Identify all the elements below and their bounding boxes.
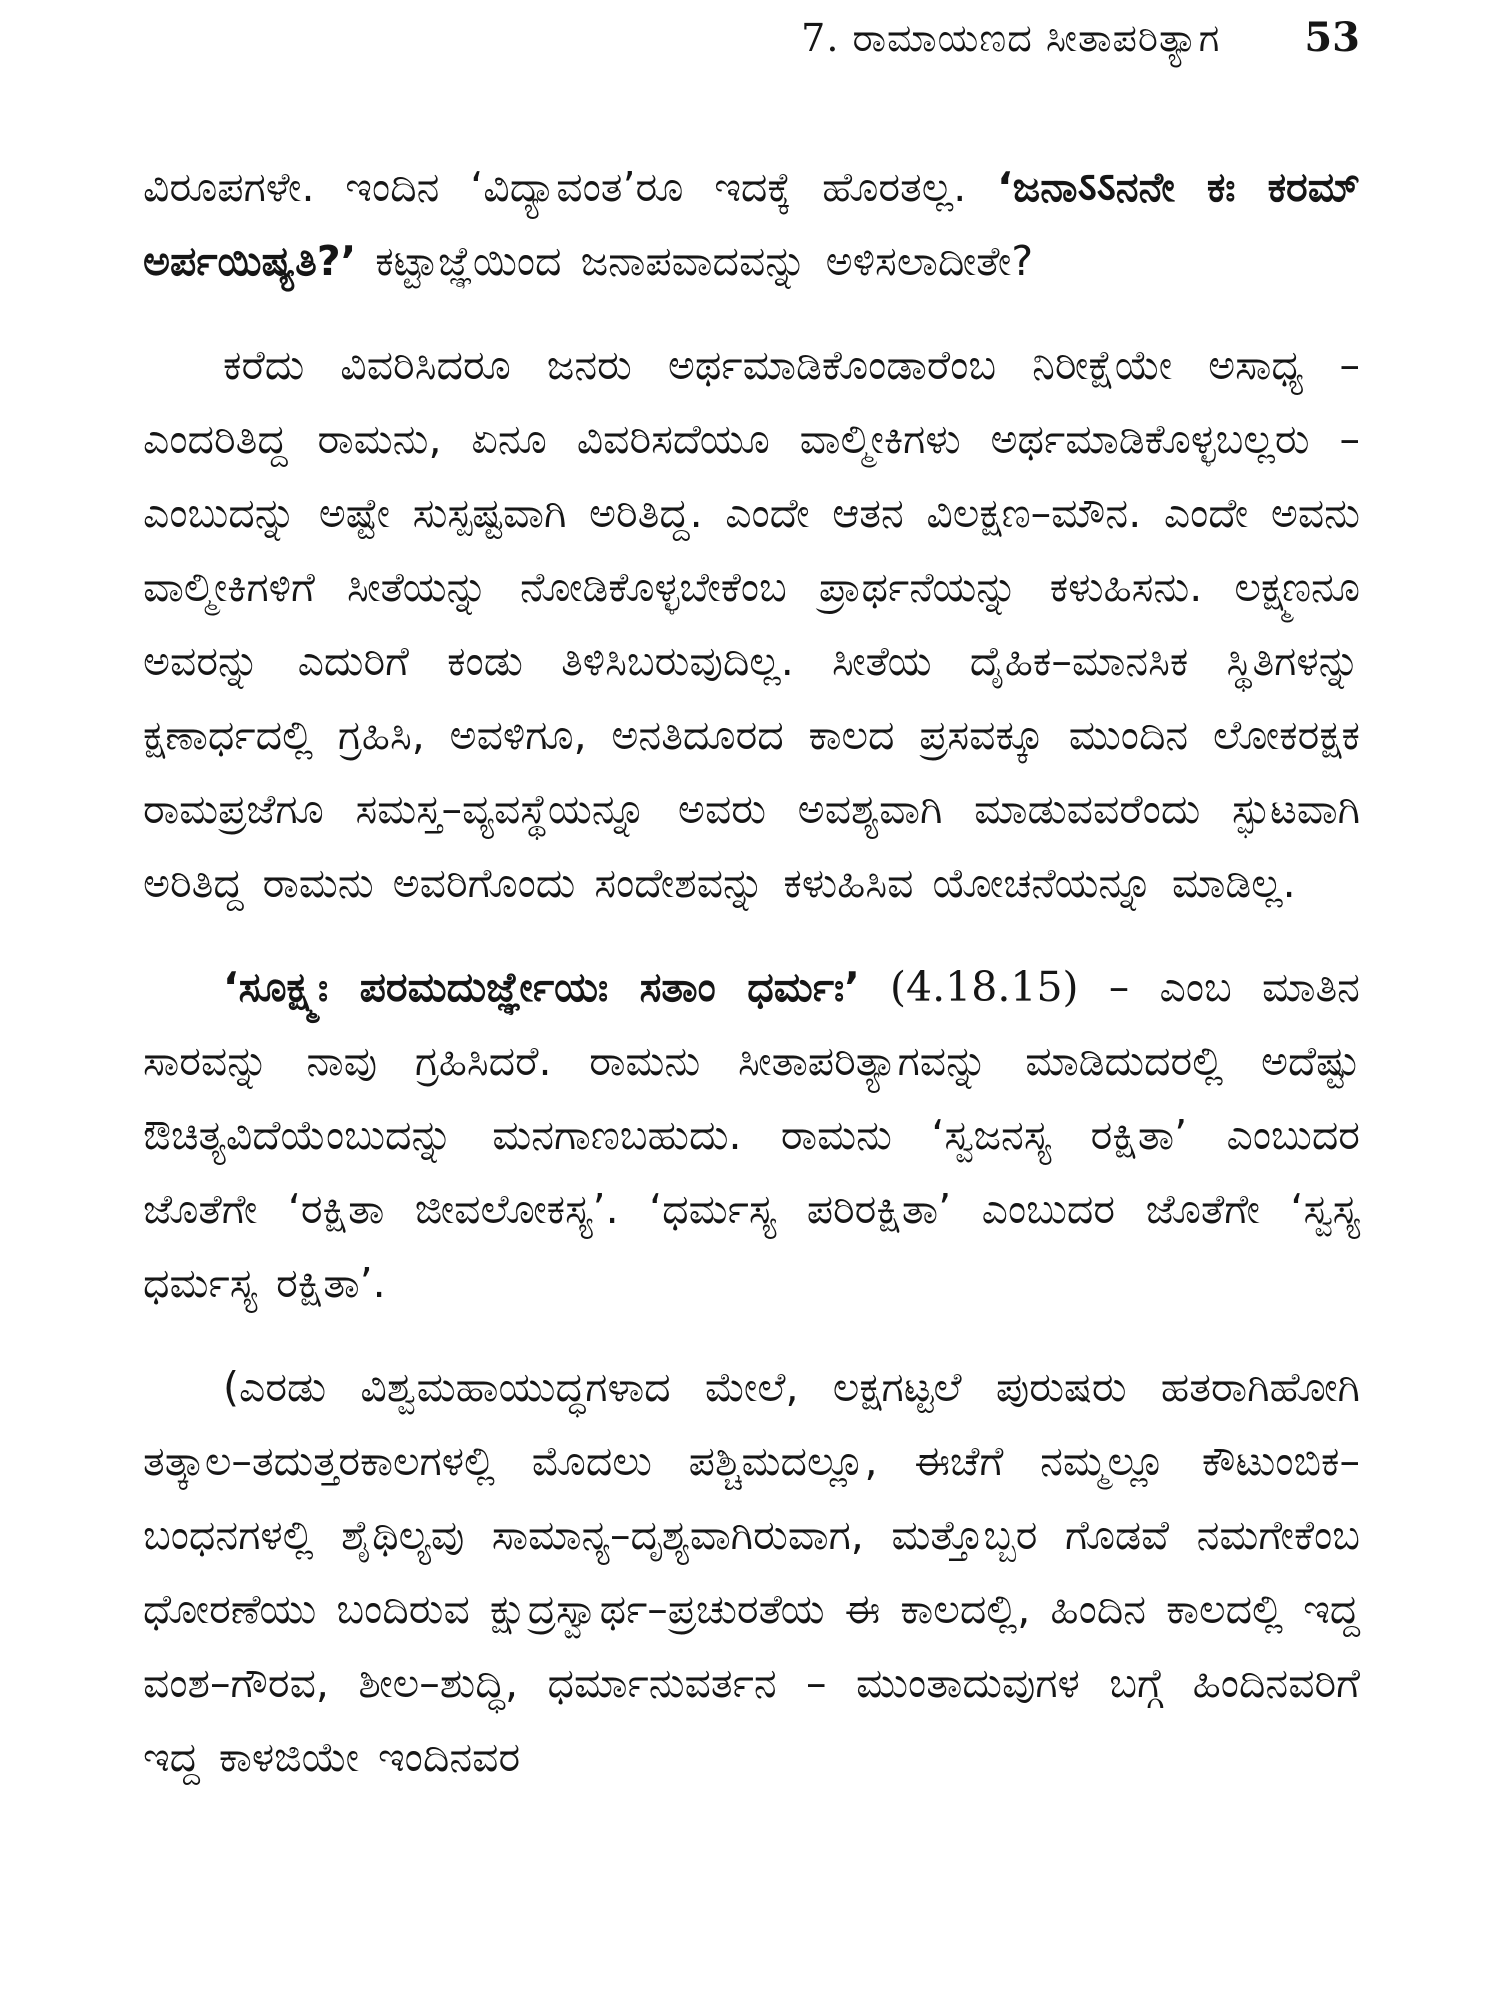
paragraph-3 (143, 950, 1360, 1320)
paragraph-2: ಕರೆದು ವಿವರಿಸಿದರೂ ಜನರು ಅರ್ಥಮಾಡಿಕೊಂಡಾರೆಂಬ ನಿರೀಕ್ಷೆಯೇ ಅಸಾಧ್ಯ – ಎಂದರಿತಿದ್ದ ರಾಮನು, ಏನೂ ವಿವರಿಸದೆಯೂ ವಾಲ್ಮೀಕಿಗಳು ಅರ್ಥಮಾಡಿಕೊಳ್ಳಬಲ್ಲರು – ಎಂಬುದನ್ನು ಅಷ್ಟೇ ಸುಸ್ಪಷ್ಟವಾಗಿ ಅರಿತಿದ್ದ. ಎಂದೇ ಆತನ ವಿಲಕ್ಷಣ–ಮೌನ. ಎಂದೇ ಅವನು ವಾಲ್ಮೀಕಿಗಳಿಗೆ ಸೀತೆಯನ್ನು ನೋಡಿಕೊಳ್ಳಬೇಕೆಂಬ ಪ್ರಾರ್ಥನೆಯನ್ನು ಕಳುಹಿಸನು. ಲಕ್ಷ್ಮಣನೂ ಅವರನ್ನು ಎದುರಿಗೆ ಕಂಡು ತಿಳಿಸಿಬರುವುದಿಲ್ಲ. ಸೀತೆಯ ದೈಹಿಕ–ಮಾನಸಿಕ ಸ್ಥಿತಿಗಳನ್ನು ಕ್ಷಣಾರ್ಧದಲ್ಲಿ ಗ್ರಹಿಸಿ, ಅವಳಿಗೂ, ಅನತಿದೂರದ ಕಾಲದ ಪ್ರಸವಕ್ಕೂ ಮುಂದಿನ ಲೋಕರಕ್ಷಕ ರಾಮಪ್ರಜೆಗೂ ಸಮಸ್ತ–ವ್ಯವಸ್ಥೆಯನ್ನೂ ಅವರು ಅವಶ್ಯವಾಗಿ ಮಾಡುವವರೆಂದು ಸ್ಫುಟವಾಗಿ ಅರಿತಿದ್ದ ರಾಮನು ಅವರಿಗೊಂದು ಸಂದೇಶವನ್ನು ಕಳುಹಿಸಿವ ಯೋಚನೆಯನ್ನೂ ಮಾಡಿಲ್ಲ. (143, 341, 1360, 907)
running-header (0, 14, 1360, 61)
chapter-title-text: ರಾಮಾಯಣದ ಸೀತಾಪರಿತ್ಯಾಗ (852, 16, 1221, 60)
paragraph-1-bold-quote: ‘ಜನಾऽऽನನೇ ಕಃ ಕರಮ್ ಅರ್ಪಯಿಷ್ಯತಿ?’ (143, 163, 1360, 285)
page-number: 53 (1304, 14, 1360, 61)
paragraph-3-text: – ಎಂಬ ಮಾತಿನ ಸಾರವನ್ನು ನಾವು ಗ್ರಹಿಸಿದರೆ. ರಾಮನು ಸೀತಾಪರಿತ್ಯಾಗವನ್ನು ಮಾಡಿದುದರಲ್ಲಿ ಅದೆಷ್ಟು ಔಚಿತ್ಯವಿದೆಯೆಂಬುದನ್ನು ಮನಗಾಣಬಹುದು. ರಾಮನು ‘ಸ್ವಜನಸ್ಯ ರಕ್ಷಿತಾ’ ಎಂಬುದರ ಜೊತೆಗೇ ‘ರಕ್ಷಿತಾ ಜೀವಲೋಕಸ್ಯ’. ‘ಧರ್ಮಸ್ಯ ಪರಿರಕ್ಷಿತಾ’ ಎಂಬುದರ ಜೊತೆಗೇ ‘ಸ್ವಸ್ಯ ಧರ್ಮಸ್ಯ ರಕ್ಷಿತಾ’. (143, 963, 1360, 1307)
page-body (143, 150, 1360, 1794)
paragraph-1-text-a: ವಿರೂಪಗಳೇ. ಇಂದಿನ ‘ವಿದ್ಯಾವಂತ’ರೂ ಇದಕ್ಕೆ ಹೊರತಲ್ಲ. (143, 163, 998, 211)
paragraph-3-bold-quote: ‘ಸೂಕ್ಷ್ಮಃ ಪರಮದುರ್ಜ್ಞೇಯಃ ಸತಾಂ ಧರ್ಮಃ’ (223, 963, 860, 1011)
paragraph-1 (143, 150, 1360, 298)
paragraph-1-text-b: ಕಟ್ಟಾಜ್ಞೆಯಿಂದ ಜನಾಪವಾದವನ್ನು ಅಳಿಸಲಾದೀತೇ? (356, 237, 1034, 285)
paragraph-4: (ಎರಡು ವಿಶ್ವಮಹಾಯುದ್ಧಗಳಾದ ಮೇಲೆ, ಲಕ್ಷಗಟ್ಟಲೆ ಪುರುಷರು ಹತರಾಗಿಹೋಗಿ ತತ್ಕಾಲ–ತದುತ್ತರಕಾಲಗಳಲ್ಲಿ ಮೊದಲು ಪಶ್ಚಿಮದಲ್ಲೂ, ಈಚೆಗೆ ನಮ್ಮಲ್ಲೂ ಕೌಟುಂಬಿಕ–ಬಂಧನಗಳಲ್ಲಿ ಶೈಥಿಲ್ಯವು ಸಾಮಾನ್ಯ–ದೃಶ್ಯವಾಗಿರುವಾಗ, ಮತ್ತೊಬ್ಬರ ಗೊಡವೆ ನಮಗೇಕೆಂಬ ಧೋರಣೆಯು ಬಂದಿರುವ ಕ್ಷುದ್ರಸ್ವಾರ್ಥ–ಪ್ರಚುರತೆಯ ಈ ಕಾಲದಲ್ಲಿ, ಹಿಂದಿನ ಕಾಲದಲ್ಲಿ ಇದ್ದ ವಂಶ–ಗೌರವ, ಶೀಲ–ಶುದ್ಧಿ, ಧರ್ಮಾನುವರ್ತನ – ಮುಂತಾದುವುಗಳ ಬಗ್ಗೆ ಹಿಂದಿನವರಿಗೆ ಇದ್ದ ಕಾಳಜಿಯೇ ಇಂದಿನವರ (143, 1363, 1360, 1781)
chapter-number: 7. (801, 16, 840, 60)
chapter-title (801, 16, 1220, 61)
paragraph-3-reference: (4.18.15) (859, 963, 1109, 1011)
